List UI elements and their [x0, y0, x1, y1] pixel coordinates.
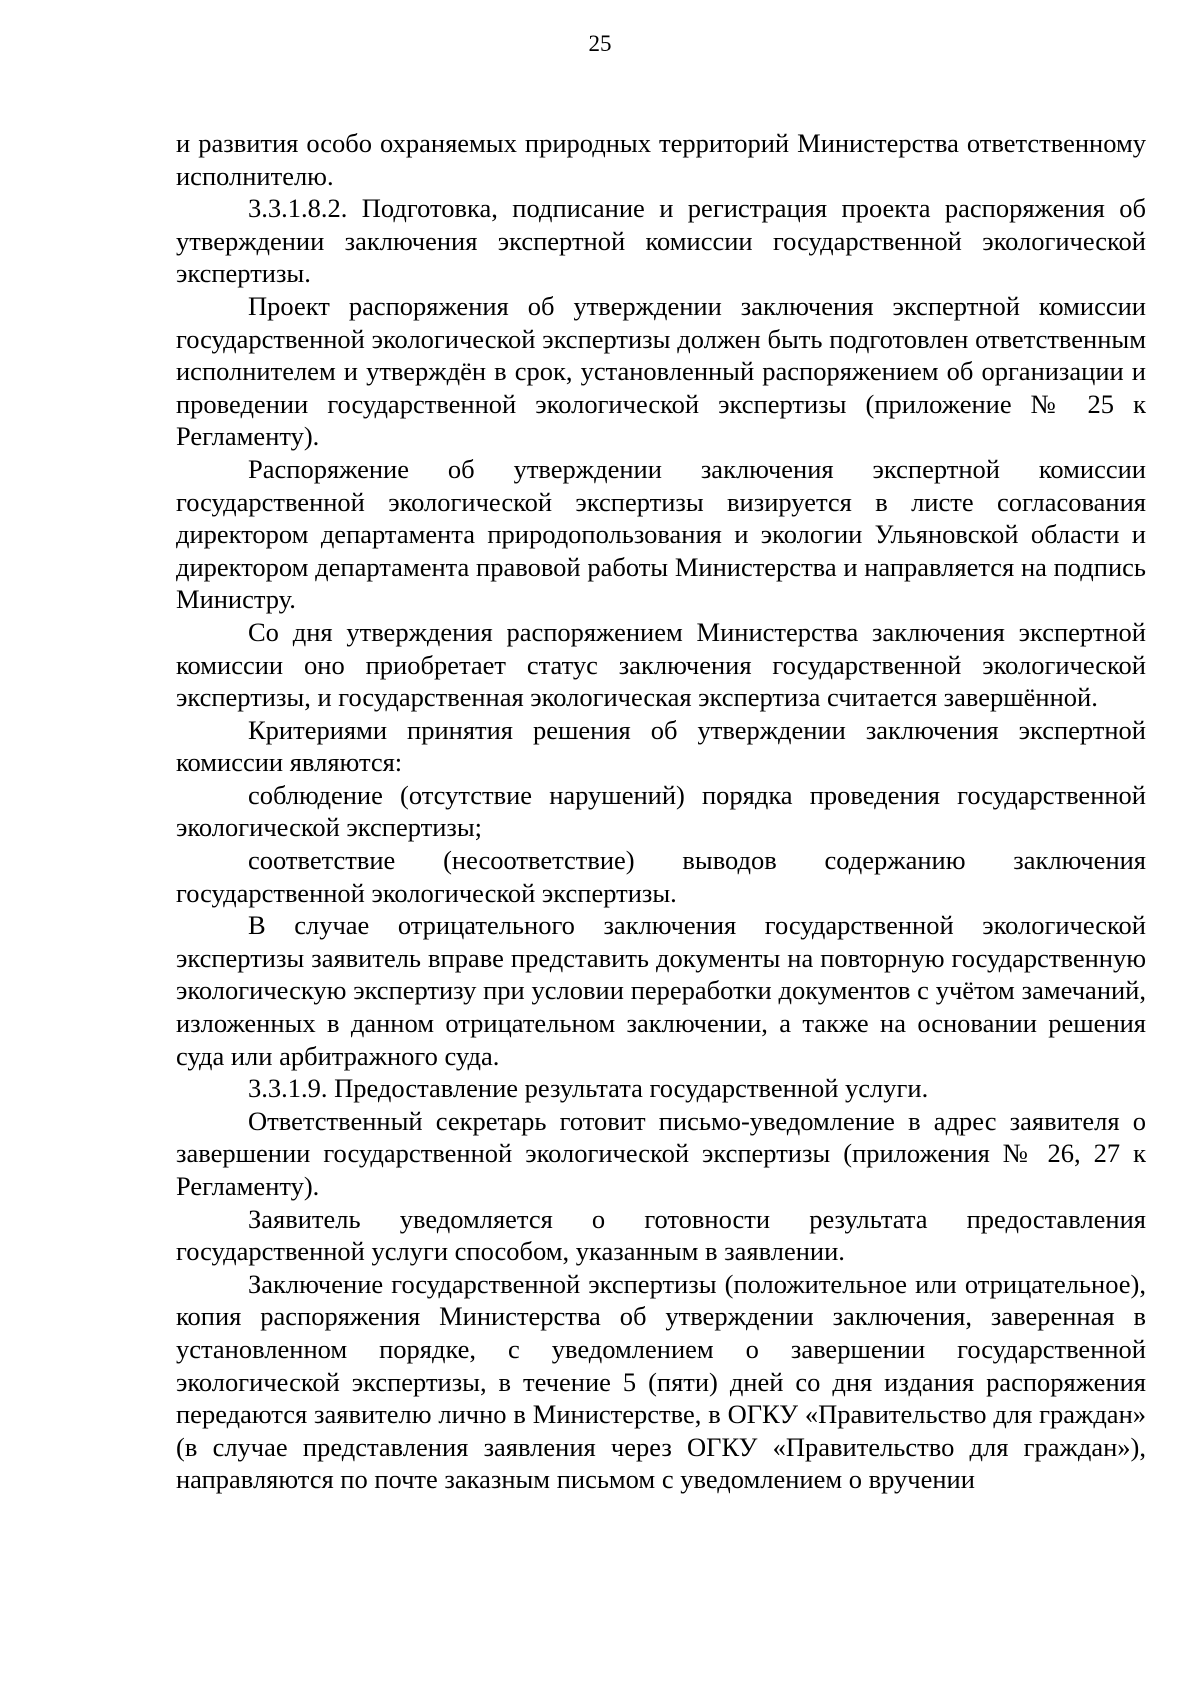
paragraph-section-3-3-1-9: 3.3.1.9. Предоставление результата государственной услуги.: [248, 1073, 929, 1104]
paragraph: Ответственный секретарь готовит письмо-уведомление в адрес заявителя о завершении государственной экологической экспертизы (приложения № 26, 27 к Регламенту).: [176, 1105, 1146, 1201]
paragraph: Заключение государственной экспертизы (положительное или отрицательное), копия распоряжения Министерства об утверждении заключения, заверенная в установленном порядке, с уведомлением о завершении государственной экологической экспертизы, в течение 5 (пяти) дней со дня издания распоряжения передаются заявителю лично в Министерстве, в ОГКУ «Правительство для граждан» (в случае представления заявления через ОГКУ «Правительство для граждан»), направляются по почте заказным письмом с уведомлением о вручении: [176, 1268, 1146, 1495]
document-body: [176, 127, 1146, 1496]
paragraph: В случае отрицательного заключения государственной экологической экспертизы заявитель вправе представить документы на повторную государственную экологическую экспертизу при условии переработки документов с учётом замечаний, изложенных в данном отрицательном заключении, а также на основании решения суда или арбитражного суда.: [176, 910, 1146, 1071]
paragraph: Критериями принятия решения об утверждении заключения экспертной комиссии являются:: [176, 714, 1146, 778]
paragraph: Проект распоряжения об утверждении заключения экспертной комиссии государственной экологической экспертизы должен быть подготовлен ответственным исполнителем и утверждён в срок, установленный распоряжением об организации и проведении государственной экологической экспертизы (приложение № 25 к Регламенту).: [176, 290, 1146, 452]
paragraph: Со дня утверждения распоряжением Министерства заключения экспертной комиссии оно приобретает статус заключения государственной экологической экспертизы, и государственная экологическая экспертиза считается завершённой.: [176, 616, 1146, 713]
page-number: 25: [588, 31, 612, 56]
paragraph-section-3-3-1-8-2: 3.3.1.8.2. Подготовка, подписание и регистрация проекта распоряжения об утверждении заключения экспертной комиссии государственной экологической экспертизы.: [176, 193, 1146, 289]
paragraph: Заявитель уведомляется о готовности результата предоставления государственной услуги способом, указанным в заявлении.: [176, 1203, 1146, 1267]
list-item: соответствие (несоответствие) выводов содержанию заключения государственной экологической экспертизы.: [176, 845, 1146, 908]
paragraph-continuation: и развития особо охраняемых природных территорий Министерства ответственному исполнителю.: [176, 128, 1146, 191]
paragraph: Распоряжение об утверждении заключения экспертной комиссии государственной экологической экспертизы визируется в листе согласования директором департамента природопользования и экологии Ульяновской области и директором департамента правовой работы Министерства и направляется на подпись Министру.: [176, 453, 1146, 615]
list-item: соблюдение (отсутствие нарушений) порядка проведения государственной экологической экспертизы;: [176, 779, 1146, 843]
